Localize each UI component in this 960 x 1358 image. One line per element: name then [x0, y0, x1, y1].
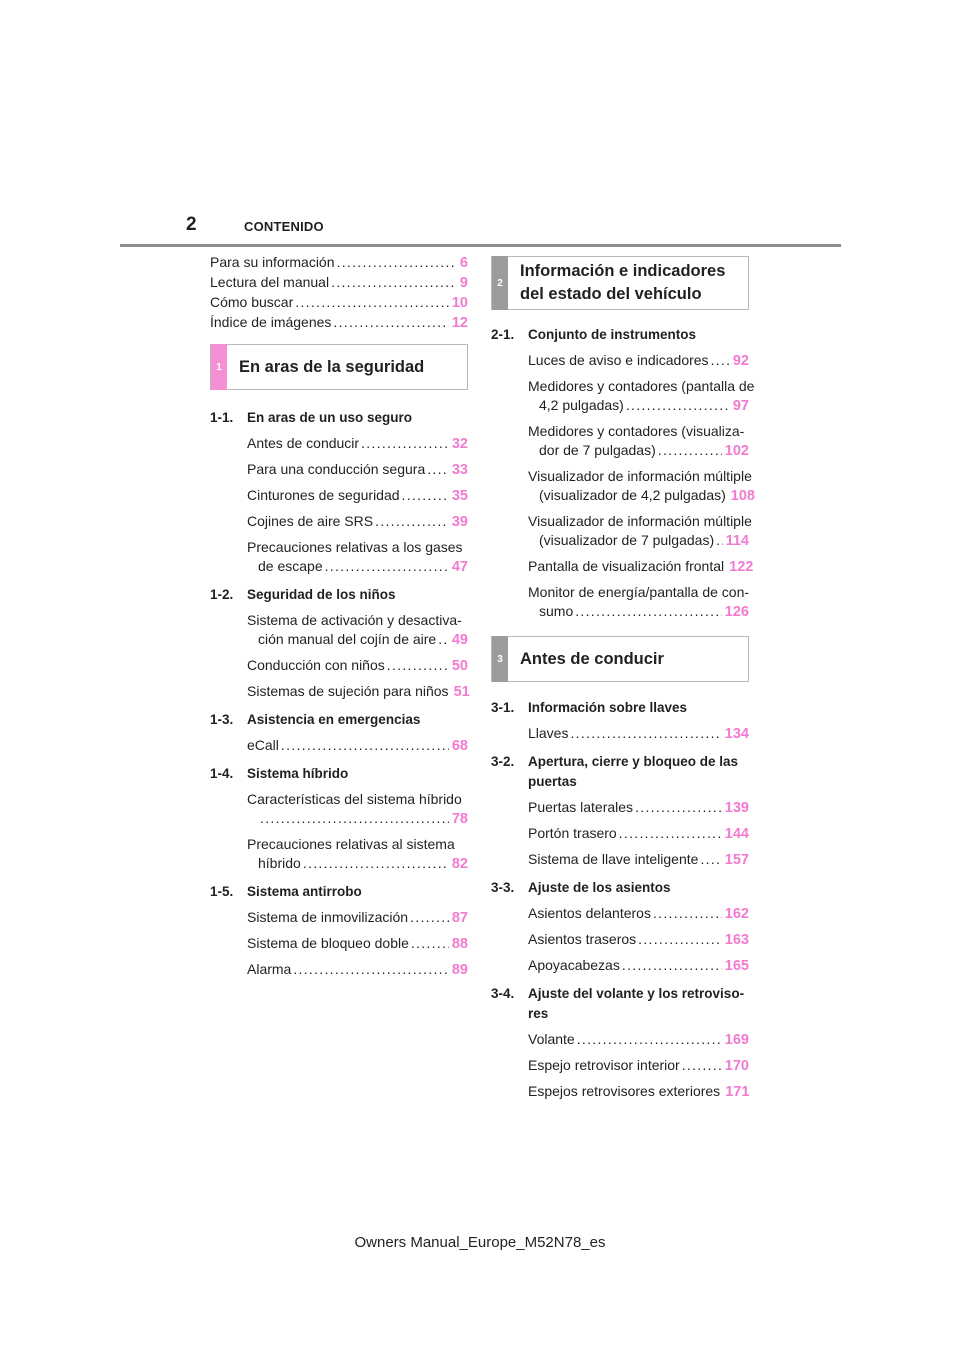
subsection-heading	[210, 408, 468, 428]
leader-dots	[577, 1030, 722, 1049]
leader-dots	[375, 512, 449, 531]
toc-entry[interactable]	[528, 724, 749, 744]
entry-label: dor de 7 pulgadas)	[539, 442, 656, 458]
toc-entry[interactable]	[210, 313, 468, 333]
page-link[interactable]: 157	[724, 852, 749, 868]
subsection-title: Apertura, cierre y bloqueo de las puertas	[528, 754, 739, 789]
toc-entry[interactable]	[528, 956, 749, 976]
section-title: En aras de la seguridad	[239, 357, 425, 376]
leader-dots	[658, 441, 722, 460]
toc-item[interactable]	[528, 512, 752, 551]
leader-dots	[716, 531, 722, 550]
toc-item[interactable]	[247, 538, 468, 577]
subsection-number: 1-4.	[210, 766, 234, 781]
spacer	[491, 682, 749, 690]
page-link[interactable]: 49	[451, 632, 468, 648]
entry-label: Conducción con niños	[247, 657, 385, 673]
leader-dots	[402, 486, 449, 505]
entry-label: Puertas laterales	[528, 799, 634, 815]
page-link[interactable]: 9	[459, 275, 468, 291]
entry-label: ción manual del cojín de aire	[258, 631, 437, 647]
subsection-heading	[491, 325, 749, 345]
section-title: Información e indicadores del estado del vehículo	[520, 262, 726, 303]
page-link[interactable]: 51	[453, 684, 470, 700]
toc-entry[interactable]	[528, 850, 749, 870]
toc-entry[interactable]	[528, 531, 749, 551]
toc-item[interactable]	[528, 904, 749, 924]
leader-dots	[411, 934, 449, 953]
entry-label: eCall	[247, 737, 279, 753]
subsection-heading	[491, 752, 749, 792]
toc-entry[interactable]	[247, 486, 468, 506]
page-link[interactable]: 102	[724, 443, 749, 459]
subsection-heading	[491, 698, 749, 718]
toc-entry[interactable]	[528, 486, 755, 506]
toc-item[interactable]	[247, 434, 468, 454]
entry-label: Visualizador de información múltiple	[528, 468, 752, 484]
subsection-title: En aras de un uso seguro	[247, 410, 413, 425]
toc-item[interactable]	[247, 934, 468, 954]
subsection-number: 1-2.	[210, 587, 234, 602]
leader-dots	[575, 602, 722, 621]
page-link[interactable]: 87	[451, 910, 468, 926]
page-link[interactable]: 33	[451, 462, 468, 478]
subsection-title: Ajuste de los asientos	[528, 880, 671, 895]
entry-label: Sistemas de sujeción para niños	[247, 683, 449, 699]
page-link[interactable]: 163	[724, 932, 749, 948]
toc-entry[interactable]	[528, 441, 749, 461]
entry-label: Cojines de aire SRS	[247, 513, 374, 529]
entry-label: Precauciones relativas al sistema	[247, 836, 455, 852]
page-link[interactable]: 10	[451, 295, 468, 311]
entry-label: Espejo retrovisor interior	[528, 1057, 680, 1073]
entry-label: Alarma	[247, 961, 292, 977]
subsection-number: 3-2.	[491, 754, 515, 769]
page-link[interactable]: 97	[732, 398, 749, 414]
subsection-number: 2-1.	[491, 327, 515, 342]
toc-item[interactable]	[247, 790, 468, 829]
page-link[interactable]: 88	[451, 936, 468, 952]
page-link[interactable]: 78	[451, 811, 468, 827]
toc-item[interactable]	[528, 798, 749, 818]
toc-item[interactable]	[247, 656, 468, 676]
page-link[interactable]: 47	[451, 559, 468, 575]
toc-entry[interactable]	[247, 512, 468, 532]
subsection-heading	[210, 764, 468, 784]
entry-label: Lectura del manual	[210, 274, 330, 290]
leader-dots	[570, 724, 721, 743]
toc-entry[interactable]	[247, 557, 468, 577]
leader-dots	[325, 557, 449, 576]
subsection-title: Seguridad de los niños	[247, 587, 396, 602]
entry-label: Sistema de inmovilización	[247, 909, 409, 925]
toc-item[interactable]	[247, 835, 468, 874]
toc-item[interactable]	[247, 960, 468, 980]
toc-item[interactable]	[247, 682, 468, 702]
toc-entry[interactable]	[528, 1082, 749, 1102]
page-link[interactable]: 12	[451, 315, 468, 331]
subsection-number: 3-3.	[491, 880, 515, 895]
toc-entry[interactable]	[247, 854, 468, 874]
intro-list	[210, 253, 468, 333]
subsection-title: Ajuste del volante y los retroviso-res	[528, 986, 745, 1021]
entry-label: Asientos traseros	[528, 931, 637, 947]
toc-item[interactable]	[528, 824, 749, 844]
leader-dots	[337, 253, 457, 272]
leader-dots	[619, 824, 722, 843]
toc-entry[interactable]	[528, 1030, 749, 1050]
leader-dots	[331, 273, 457, 292]
toc-item[interactable]	[247, 512, 468, 532]
page-link[interactable]: 162	[724, 906, 749, 922]
section-title: Antes de conducir	[520, 649, 664, 668]
toc-item[interactable]	[247, 611, 468, 650]
toc-entry[interactable]	[528, 824, 749, 844]
toc-entry[interactable]	[247, 736, 468, 756]
section-header	[491, 636, 749, 682]
leader-dots	[361, 434, 449, 453]
page-link[interactable]: 6	[459, 255, 468, 271]
leader-dots	[303, 854, 449, 873]
toc-entry[interactable]	[247, 656, 468, 676]
entry-label: Sistema de llave inteligente	[528, 851, 699, 867]
subsection-heading	[491, 984, 749, 1024]
page-link[interactable]: 170	[724, 1058, 749, 1074]
toc-item[interactable]	[528, 724, 749, 744]
leader-dots	[438, 630, 449, 649]
subsection-number: 1-3.	[210, 712, 234, 727]
toc-entry[interactable]	[528, 798, 749, 818]
toc-entry[interactable]	[247, 809, 468, 829]
section-header	[491, 256, 749, 310]
leader-dots	[682, 1056, 722, 1075]
toc-item[interactable]	[247, 908, 468, 928]
entry-label: Para su información	[210, 254, 335, 270]
section-header	[210, 344, 468, 390]
subsection-heading	[210, 710, 468, 730]
toc-entry[interactable]	[247, 630, 468, 650]
toc-item[interactable]	[528, 377, 755, 416]
entry-label: Para una conducción segura	[247, 461, 426, 477]
toc-entry[interactable]	[528, 904, 749, 924]
toc-item[interactable]	[528, 1056, 749, 1076]
leader-dots	[711, 351, 730, 370]
page-link[interactable]: 108	[730, 488, 755, 504]
entry-label: Visualizador de información múltiple	[528, 513, 752, 529]
leader-dots	[638, 930, 722, 949]
leader-dots	[427, 460, 449, 479]
leader-dots	[410, 908, 449, 927]
toc-item[interactable]	[247, 460, 468, 480]
toc-item[interactable]	[247, 486, 468, 506]
page-link[interactable]: 82	[451, 856, 468, 872]
entry-label: Sistema de activación y desactiva-	[247, 612, 462, 628]
leader-dots	[653, 904, 722, 923]
leader-dots	[626, 396, 730, 415]
leader-dots	[387, 656, 449, 675]
leader-dots	[635, 798, 722, 817]
leader-dots	[622, 956, 722, 975]
entry-label: Precauciones relativas a los gases	[247, 539, 463, 555]
toc-entry[interactable]	[247, 960, 468, 980]
page-link[interactable]: 89	[451, 962, 468, 978]
page-link[interactable]: 35	[451, 488, 468, 504]
toc-column-left	[210, 253, 468, 980]
entry-label: Llaves	[528, 725, 569, 741]
toc-entry[interactable]	[247, 934, 468, 954]
toc-column-right	[491, 256, 755, 1102]
toc-entry[interactable]	[210, 273, 468, 293]
toc-entry[interactable]	[247, 908, 468, 928]
entry-label: híbrido	[258, 855, 301, 871]
entry-label: Sistema de bloqueo doble	[247, 935, 409, 951]
toc-entry[interactable]	[528, 602, 749, 622]
entry-label: Antes de conducir	[247, 435, 360, 451]
leader-dots	[333, 313, 448, 332]
entry-label: (visualizador de 4,2 pulgadas)	[539, 487, 726, 503]
entry-label: Características del sistema híbrido	[247, 791, 462, 807]
toc-entry[interactable]	[528, 930, 749, 950]
page-link[interactable]: 171	[725, 1084, 750, 1100]
entry-label: Monitor de energía/pantalla de con-	[528, 584, 750, 600]
entry-label: de escape	[258, 558, 323, 574]
toc-entry[interactable]	[247, 434, 468, 454]
leader-dots	[281, 736, 449, 755]
entry-label: Cinturones de seguridad	[247, 487, 400, 503]
section-number-tab: 1	[211, 344, 227, 390]
page-link[interactable]: 92	[732, 353, 749, 369]
toc-item[interactable]	[528, 956, 749, 976]
toc-entry[interactable]	[210, 253, 468, 273]
page-link[interactable]: 68	[451, 738, 468, 754]
subsection-heading	[210, 585, 468, 605]
toc-entry[interactable]	[528, 557, 754, 577]
toc-item[interactable]	[528, 1030, 749, 1050]
entry-label: Índice de imágenes	[210, 314, 332, 330]
entry-label: Pantalla de visualización frontal	[528, 558, 725, 574]
subsection-title: Información sobre llaves	[528, 700, 688, 715]
page-number: 2	[186, 214, 197, 235]
entry-label: Volante	[528, 1031, 575, 1047]
page-link[interactable]: 39	[451, 514, 468, 530]
toc-entry[interactable]	[247, 460, 468, 480]
entry-label: Medidores y contadores (pantalla de	[528, 378, 755, 394]
toc-entry[interactable]	[247, 682, 468, 702]
subsection-number: 3-1.	[491, 700, 515, 715]
subsection-title: Sistema híbrido	[247, 766, 349, 781]
toc-entry[interactable]	[210, 293, 468, 313]
toc-item[interactable]	[247, 736, 468, 756]
entry-label: Medidores y contadores (visualiza-	[528, 423, 745, 439]
section-number-tab: 2	[492, 256, 508, 310]
entry-label: Portón trasero	[528, 825, 617, 841]
toc-item[interactable]	[528, 351, 749, 371]
entry-label: 4,2 pulgadas)	[539, 397, 624, 413]
page-link[interactable]: 165	[724, 958, 749, 974]
page-link[interactable]: 114	[725, 533, 749, 549]
leader-dots	[260, 809, 449, 828]
entry-label: (visualizador de 7 pulgadas)	[539, 532, 715, 548]
page-link[interactable]: 50	[451, 658, 468, 674]
page-title: CONTENIDO	[244, 219, 324, 234]
subsection-heading	[210, 882, 468, 902]
toc-item[interactable]	[528, 467, 755, 506]
subsection-title: Conjunto de instrumentos	[528, 327, 696, 342]
page-link[interactable]: 169	[724, 1032, 749, 1048]
leader-dots	[295, 293, 449, 312]
spacer	[210, 390, 468, 400]
entry-label: Espejos retrovisores exteriores	[528, 1083, 721, 1099]
toc-item[interactable]	[528, 583, 749, 622]
entry-label: Cómo buscar	[210, 294, 294, 310]
spacer	[491, 310, 749, 317]
subsection-heading	[491, 878, 749, 898]
page-link[interactable]: 126	[724, 604, 749, 620]
toc-item[interactable]	[528, 557, 754, 577]
entry-label: Luces de aviso e indicadores	[528, 352, 709, 368]
header-divider	[120, 244, 841, 247]
page-link[interactable]: 134	[724, 726, 749, 742]
toc-item[interactable]	[528, 422, 749, 461]
toc-item[interactable]	[528, 850, 749, 870]
subsection-title: Sistema antirrobo	[247, 884, 362, 899]
entry-label: Asientos delanteros	[528, 905, 651, 921]
toc-entry[interactable]	[528, 396, 749, 416]
subsection-number: 1-5.	[210, 884, 234, 899]
toc-item[interactable]	[528, 1082, 749, 1102]
toc-item[interactable]	[528, 930, 749, 950]
section-number-tab: 3	[492, 636, 508, 682]
subsection-title: Asistencia en emergencias	[247, 712, 421, 727]
entry-label: Apoyacabezas	[528, 957, 620, 973]
page-link[interactable]: 139	[724, 800, 749, 816]
page-link[interactable]: 144	[724, 826, 749, 842]
page-link[interactable]: 122	[729, 559, 754, 575]
leader-dots	[700, 850, 721, 869]
subsection-number: 1-1.	[210, 410, 234, 425]
toc-entry[interactable]	[528, 1056, 749, 1076]
leader-dots	[293, 960, 449, 979]
toc-entry[interactable]	[528, 351, 749, 371]
page-link[interactable]: 32	[451, 436, 468, 452]
entry-label: sumo	[539, 603, 574, 619]
subsection-number: 3-4.	[491, 986, 515, 1001]
footer-text: Owners Manual_Europe_M52N78_es	[354, 1234, 606, 1251]
